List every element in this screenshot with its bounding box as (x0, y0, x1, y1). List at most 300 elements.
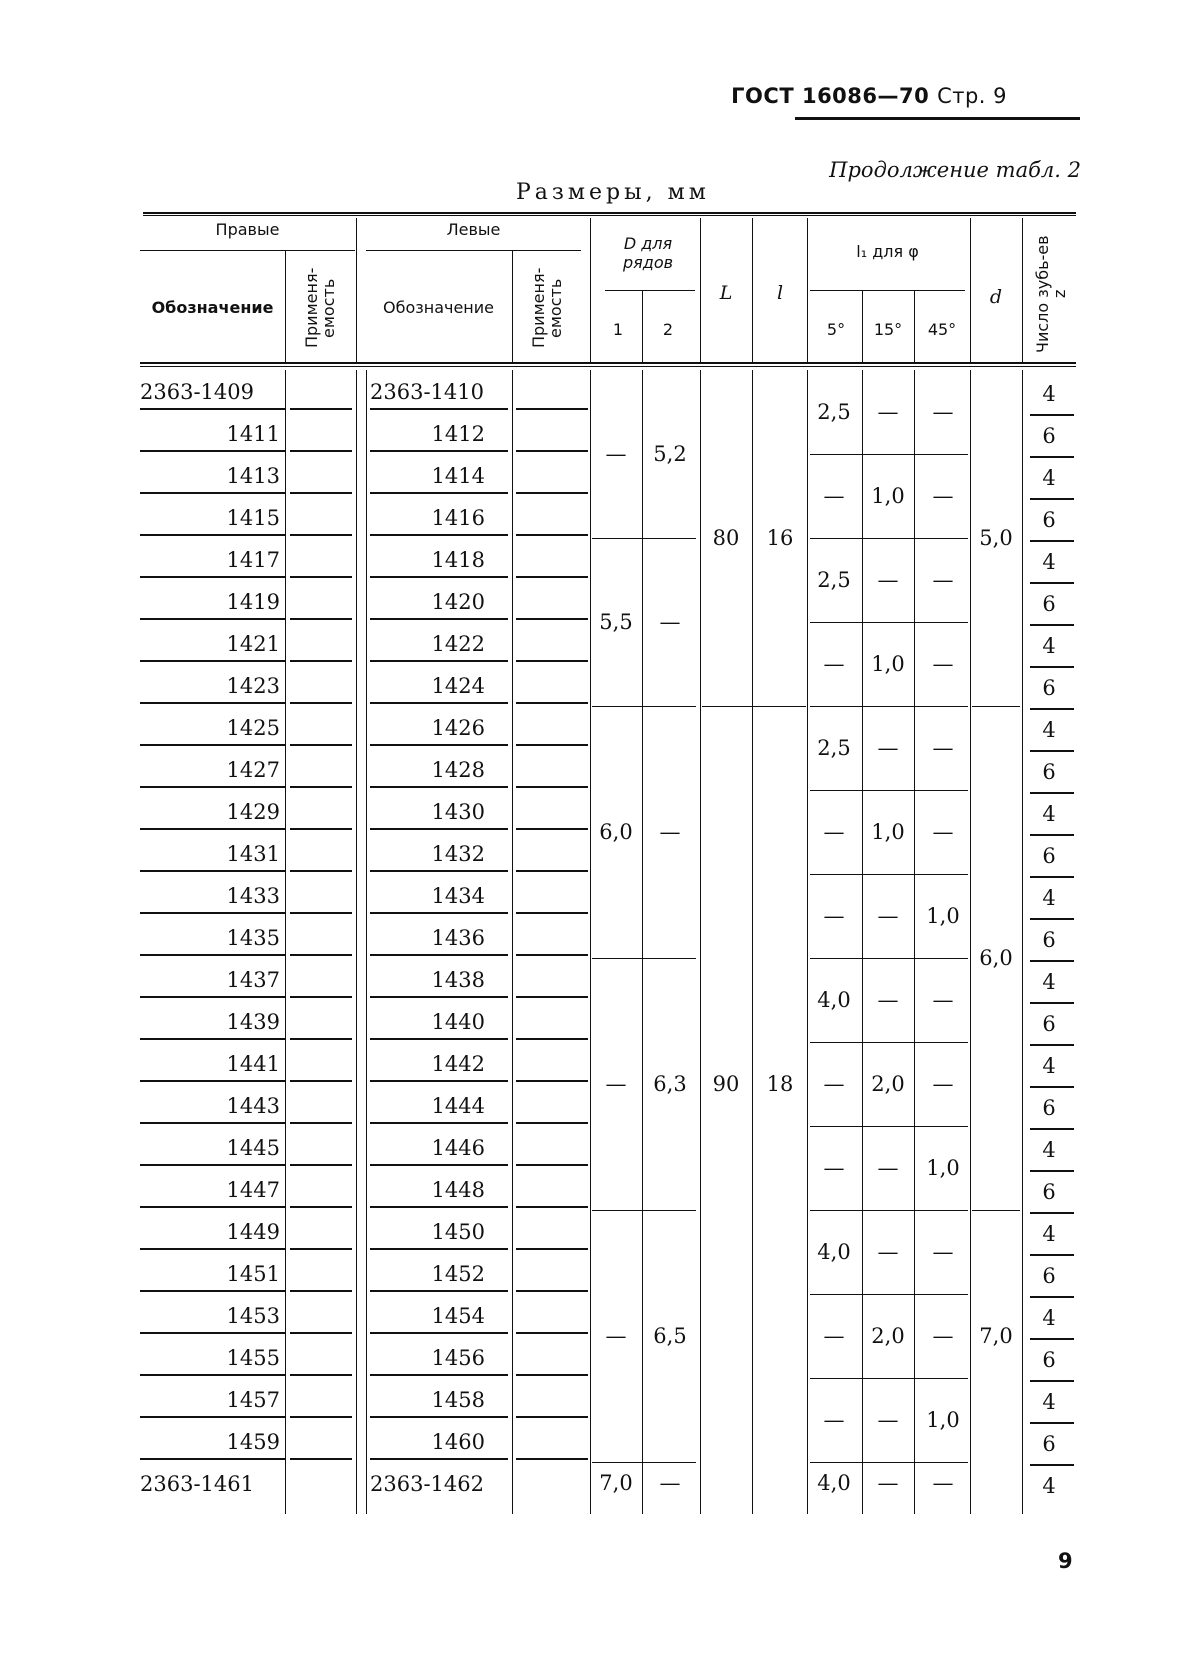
row-rule-left-app (516, 1038, 588, 1040)
row-rule-right (140, 912, 285, 914)
teeth-count: 4 (1042, 1390, 1056, 1414)
row-rule-right-app (290, 1458, 352, 1460)
row-rule-z (1030, 582, 1074, 584)
row-rule-left-app (516, 1080, 588, 1082)
row-rule-right-app (290, 1332, 352, 1334)
l1-15deg-value: 2,0 (871, 1324, 905, 1348)
row-rule-z (1030, 1002, 1074, 1004)
l1-group-rule (810, 1210, 968, 1211)
l1-group-rule (810, 538, 968, 539)
teeth-count: 6 (1042, 1264, 1056, 1288)
row-rule-right-app (290, 702, 352, 704)
d-row1-value: — (605, 1072, 627, 1096)
row-rule-left-app (516, 1206, 588, 1208)
row-rule-left-app (516, 576, 588, 578)
teeth-count: 6 (1042, 592, 1056, 616)
row-rule-left (370, 1290, 508, 1292)
L-group-rule (702, 706, 806, 707)
l1-5deg-value: — (823, 1156, 845, 1180)
row-rule-right (140, 1122, 285, 1124)
row-rule-z (1030, 456, 1074, 458)
row-rule-left-app (516, 408, 588, 410)
document-header (731, 84, 1007, 108)
v-left-app (512, 370, 513, 1514)
row-rule-right (140, 828, 285, 830)
row-rule-z (1030, 960, 1074, 962)
v-z (1022, 370, 1023, 1514)
row-rule-right (140, 1332, 285, 1334)
row-rule-left (370, 1038, 508, 1040)
units-caption: Размеры, мм (516, 180, 710, 205)
header-bottom-rule (140, 362, 1076, 364)
row-rule-left (370, 954, 508, 956)
row-rule-right (140, 618, 285, 620)
d-group-rule (592, 958, 696, 959)
right-designation: 1455 (226, 1346, 280, 1370)
teeth-count: 4 (1042, 382, 1056, 406)
l1-5deg-value: — (823, 904, 845, 928)
row-rule-left (370, 408, 508, 410)
l1-45deg-value: — (932, 652, 954, 676)
row-rule-right-app (290, 1206, 352, 1208)
v-l1-45 (914, 370, 915, 1514)
d-group-rule (592, 1462, 696, 1463)
l-value: 18 (766, 1072, 794, 1096)
left-designation: 1442 (431, 1052, 485, 1076)
d-group-rule (592, 1210, 696, 1211)
teeth-count: 6 (1042, 844, 1056, 868)
row-rule-left-app (516, 1374, 588, 1376)
teeth-count: 4 (1042, 1222, 1056, 1246)
left-designation: 2363-1462 (370, 1472, 484, 1496)
l1-15deg-value: — (877, 400, 899, 424)
page-label: Стр. 9 (937, 84, 1007, 108)
right-designation: 1457 (226, 1388, 280, 1412)
teeth-count: 4 (1042, 1138, 1056, 1162)
row-rule-z (1030, 498, 1074, 500)
teeth-count: 6 (1042, 1432, 1056, 1456)
d-group-rule (592, 706, 696, 707)
right-designation: 1421 (226, 632, 280, 656)
row-rule-right (140, 870, 285, 872)
l1-group-rule (810, 958, 968, 959)
l1-5deg-value: — (823, 484, 845, 508)
row-rule-z (1030, 750, 1074, 752)
header-l1-phi: l₁ для φ (856, 242, 919, 261)
row-rule-left-app (516, 1332, 588, 1334)
row-rule-right (140, 1458, 285, 1460)
right-designation: 1431 (226, 842, 280, 866)
row-rule-right-app (290, 1248, 352, 1250)
l1-15deg-value: — (877, 1240, 899, 1264)
l1-15deg-value: 1,0 (871, 652, 905, 676)
left-subrule (366, 250, 581, 251)
row-rule-z (1030, 1296, 1074, 1298)
row-rule-left-app (516, 1122, 588, 1124)
header-row-2: 2 (662, 320, 674, 339)
row-rule-z (1030, 1170, 1074, 1172)
left-designation: 1454 (431, 1304, 485, 1328)
d-value: 5,0 (979, 526, 1013, 550)
left-app-divider (512, 250, 513, 362)
d-divider-left (590, 218, 591, 362)
l1-45deg-value: — (932, 820, 954, 844)
teeth-count: 6 (1042, 1012, 1056, 1036)
header-L: L (719, 282, 733, 304)
row-rule-z (1030, 1254, 1074, 1256)
row-rule-left-app (516, 1416, 588, 1418)
row-rule-right-app (290, 450, 352, 452)
L-divider (700, 218, 701, 362)
l1-15deg-value: — (877, 1408, 899, 1432)
row-rule-left-app (516, 828, 588, 830)
right-designation: 1449 (226, 1220, 280, 1244)
row-rule-right (140, 576, 285, 578)
row-rule-right (140, 408, 285, 410)
right-subrule (140, 250, 355, 251)
row-rule-left (370, 1374, 508, 1376)
d-row2-value: — (659, 1471, 681, 1495)
row-rule-left (370, 912, 508, 914)
l1-group-rule (810, 1294, 968, 1295)
row-rule-z (1030, 1464, 1074, 1466)
l1-5deg-value: — (823, 820, 845, 844)
l1-45deg-value: — (932, 1324, 954, 1348)
row-rule-z (1030, 1422, 1074, 1424)
row-rule-z (1030, 666, 1074, 668)
header-teeth-count: Число зубь-ев z (1033, 235, 1069, 353)
row-rule-right-app (290, 996, 352, 998)
left-designation: 1450 (431, 1220, 485, 1244)
l1-45deg-value: — (932, 568, 954, 592)
l1-group-rule (810, 790, 968, 791)
header-designation-right: Обозначение (151, 298, 274, 317)
row-rule-right-app (290, 1290, 352, 1292)
header-designation-left: Обозначение (382, 298, 495, 317)
row-rule-right (140, 1206, 285, 1208)
left-designation: 1438 (431, 968, 485, 992)
row-rule-right-app (290, 576, 352, 578)
right-designation: 1441 (226, 1052, 280, 1076)
row-rule-z (1030, 918, 1074, 920)
right-designation: 1419 (226, 590, 280, 614)
l1-45deg-value: 1,0 (926, 1408, 960, 1432)
l1-5deg-value: — (823, 1072, 845, 1096)
l1-45deg-value: — (932, 1240, 954, 1264)
row-rule-z (1030, 708, 1074, 710)
row-rule-left-app (516, 786, 588, 788)
d-group-rule-col (972, 1210, 1020, 1211)
row-rule-left (370, 1332, 508, 1334)
row-rule-left (370, 660, 508, 662)
row-rule-left (370, 1164, 508, 1166)
header-5deg: 5° (826, 320, 846, 339)
row-rule-right (140, 744, 285, 746)
right-designation: 1445 (226, 1136, 280, 1160)
right-designation: 1453 (226, 1304, 280, 1328)
row-rule-left (370, 1416, 508, 1418)
header-left: Левые (446, 220, 501, 239)
l1-45deg-value: — (932, 988, 954, 1012)
d-col-divider (970, 218, 971, 362)
row-rule-right-app (290, 1164, 352, 1166)
l1-45deg-value: — (932, 1072, 954, 1096)
row-rule-left (370, 744, 508, 746)
row-rule-right-app (290, 1038, 352, 1040)
d-row1-value: 7,0 (599, 1471, 633, 1495)
row-rule-left (370, 1458, 508, 1460)
d-row2-value: 5,2 (653, 442, 687, 466)
row-rule-left (370, 786, 508, 788)
header-applicability-right: Применя-емость (302, 267, 338, 349)
d-row2-value: — (659, 610, 681, 634)
l1-5deg-value: 4,0 (817, 988, 851, 1012)
l1-15deg-value: — (877, 904, 899, 928)
right-designation: 1423 (226, 674, 280, 698)
left-designation: 1418 (431, 548, 485, 572)
l1-5deg-value: 4,0 (817, 1471, 851, 1495)
row-rule-left (370, 1122, 508, 1124)
l1-5deg-value: — (823, 1408, 845, 1432)
l1-5deg-value: — (823, 652, 845, 676)
teeth-count: 4 (1042, 718, 1056, 742)
l1-group-rule (810, 1378, 968, 1379)
row-rule-z (1030, 1128, 1074, 1130)
l1-15deg-value: 1,0 (871, 484, 905, 508)
l-value: 16 (766, 526, 794, 550)
l1-group-rule (810, 1042, 968, 1043)
row-rule-right (140, 1416, 285, 1418)
d-row2-value: — (659, 820, 681, 844)
row-rule-left-app (516, 744, 588, 746)
row-rule-left-app (516, 534, 588, 536)
right-designation: 1451 (226, 1262, 280, 1286)
header-right: Правые (215, 220, 280, 239)
row-rule-z (1030, 792, 1074, 794)
teeth-count: 6 (1042, 508, 1056, 532)
l1-45deg-value: — (932, 484, 954, 508)
d-row1-value: — (605, 1324, 627, 1348)
row-rule-right-app (290, 492, 352, 494)
row-rule-right (140, 786, 285, 788)
l1-45deg-value: — (932, 736, 954, 760)
v-right-app (285, 370, 286, 1514)
teeth-count: 6 (1042, 1096, 1056, 1120)
d-row2-value: 6,3 (653, 1072, 687, 1096)
row-rule-z (1030, 624, 1074, 626)
left-designation: 1434 (431, 884, 485, 908)
row-rule-left-app (516, 618, 588, 620)
row-rule-left (370, 618, 508, 620)
l1-group-rule (810, 1126, 968, 1127)
header-45deg: 45° (927, 320, 957, 339)
right-designation: 1417 (226, 548, 280, 572)
left-designation: 1412 (431, 422, 485, 446)
l1-15deg-value: — (877, 1156, 899, 1180)
l1-5deg-value: 2,5 (817, 400, 851, 424)
teeth-count: 4 (1042, 802, 1056, 826)
l1-group-rule (810, 1462, 968, 1463)
right-designation: 1425 (226, 716, 280, 740)
row-rule-right (140, 1038, 285, 1040)
row-rule-left (370, 1080, 508, 1082)
row-rule-right-app (290, 618, 352, 620)
table-continuation-caption: Продолжение табл. 2 (829, 158, 1081, 182)
right-designation: 1447 (226, 1178, 280, 1202)
row-rule-right (140, 702, 285, 704)
table-top-rule (143, 212, 1076, 214)
right-designation: 1433 (226, 884, 280, 908)
l1-group-rule (810, 706, 968, 707)
v-d (970, 370, 971, 1514)
d-value: 6,0 (979, 946, 1013, 970)
l1-group-rule (810, 874, 968, 875)
l1-group-rule (810, 622, 968, 623)
left-designation: 1452 (431, 1262, 485, 1286)
header-l: l (776, 282, 784, 304)
row-rule-left-app (516, 912, 588, 914)
l1-group-rule (810, 454, 968, 455)
row-rule-z (1030, 1044, 1074, 1046)
row-rule-left-app (516, 1290, 588, 1292)
header-applicability-left: Применя-емость (529, 267, 565, 349)
teeth-count: 4 (1042, 466, 1056, 490)
row-rule-left (370, 534, 508, 536)
row-rule-left-app (516, 996, 588, 998)
row-rule-left (370, 996, 508, 998)
l1-15deg-value: 2,0 (871, 1072, 905, 1096)
standard-code: ГОСТ 16086—70 (731, 84, 930, 108)
row-rule-left (370, 1248, 508, 1250)
L-value: 90 (712, 1072, 740, 1096)
right-designation: 1415 (226, 506, 280, 530)
row-rule-right (140, 996, 285, 998)
row-rule-z (1030, 414, 1074, 416)
row-rule-left (370, 450, 508, 452)
row-rule-z (1030, 1380, 1074, 1382)
row-rule-right-app (290, 786, 352, 788)
row-rule-left-app (516, 702, 588, 704)
v-mid (356, 370, 357, 1514)
row-rule-left (370, 828, 508, 830)
row-rule-z (1030, 1086, 1074, 1088)
l1-15deg-value: 1,0 (871, 820, 905, 844)
left-designation: 1456 (431, 1346, 485, 1370)
row-rule-left-app (516, 660, 588, 662)
teeth-count: 4 (1042, 886, 1056, 910)
l1-45deg-value: — (932, 1471, 954, 1495)
v-L (700, 370, 701, 1514)
d-row1-value: 5,5 (599, 610, 633, 634)
l1-15deg-value: — (877, 1471, 899, 1495)
left-designation: 1424 (431, 674, 485, 698)
l1-45deg-value: 1,0 (926, 1156, 960, 1180)
row-rule-right (140, 492, 285, 494)
row-rule-right-app (290, 1416, 352, 1418)
right-designation: 1437 (226, 968, 280, 992)
l1-subrule (810, 290, 965, 291)
d-value: 7,0 (979, 1324, 1013, 1348)
row-rule-z (1030, 834, 1074, 836)
left-designation: 1414 (431, 464, 485, 488)
row-rule-left-app (516, 1164, 588, 1166)
left-designation: 1416 (431, 506, 485, 530)
left-designation: 1432 (431, 842, 485, 866)
row-rule-right (140, 1248, 285, 1250)
l-divider (752, 218, 753, 362)
header-d: d (989, 286, 1003, 308)
row-rule-left (370, 1206, 508, 1208)
left-designation: 1428 (431, 758, 485, 782)
right-designation: 2363-1409 (140, 380, 254, 404)
row-rule-left-app (516, 870, 588, 872)
header-row-1: 1 (612, 320, 624, 339)
left-designation: 1420 (431, 590, 485, 614)
row-rule-right (140, 534, 285, 536)
header-rule (795, 117, 1080, 120)
teeth-count: 4 (1042, 970, 1056, 994)
right-designation: 1429 (226, 800, 280, 824)
page-number: 9 (1058, 1549, 1073, 1573)
left-designation: 1426 (431, 716, 485, 740)
row-rule-left-app (516, 492, 588, 494)
row-rule-right-app (290, 534, 352, 536)
header-15deg: 15° (873, 320, 903, 339)
row-rule-right-app (290, 1080, 352, 1082)
row-rule-z (1030, 1212, 1074, 1214)
d-group-rule (592, 538, 696, 539)
row-rule-right (140, 1080, 285, 1082)
l1-15deg-value: — (877, 736, 899, 760)
row-rule-right-app (290, 912, 352, 914)
v-l (752, 370, 753, 1514)
left-designation: 1446 (431, 1136, 485, 1160)
row-rule-left (370, 870, 508, 872)
left-designation: 1448 (431, 1178, 485, 1202)
l1-5deg-value: 4,0 (817, 1240, 851, 1264)
l1-5deg-value: 2,5 (817, 736, 851, 760)
right-designation: 1411 (226, 422, 280, 446)
row-rule-left-app (516, 450, 588, 452)
l1-5deg-value: — (823, 1324, 845, 1348)
teeth-count: 4 (1042, 1054, 1056, 1078)
right-designation: 1443 (226, 1094, 280, 1118)
teeth-count: 4 (1042, 1474, 1056, 1498)
right-designation: 1459 (226, 1430, 280, 1454)
row-rule-z (1030, 1338, 1074, 1340)
left-designation: 1460 (431, 1430, 485, 1454)
row-rule-left-app (516, 1458, 588, 1460)
right-designation: 1427 (226, 758, 280, 782)
row-rule-left-app (516, 954, 588, 956)
teeth-count: 4 (1042, 550, 1056, 574)
row-rule-right (140, 1374, 285, 1376)
l1-15deg-value: — (877, 568, 899, 592)
row-rule-right (140, 954, 285, 956)
left-designation: 1458 (431, 1388, 485, 1412)
right-designation: 1413 (226, 464, 280, 488)
v-d1 (590, 370, 591, 1514)
right-app-divider (285, 250, 286, 362)
header-bottom-rule-2 (140, 366, 1076, 367)
L-value: 80 (712, 526, 740, 550)
teeth-count: 6 (1042, 1348, 1056, 1372)
row-rule-right-app (290, 408, 352, 410)
row-rule-right (140, 1164, 285, 1166)
l1-divider (807, 218, 808, 362)
left-designation: 1436 (431, 926, 485, 950)
left-designation: 1440 (431, 1010, 485, 1034)
